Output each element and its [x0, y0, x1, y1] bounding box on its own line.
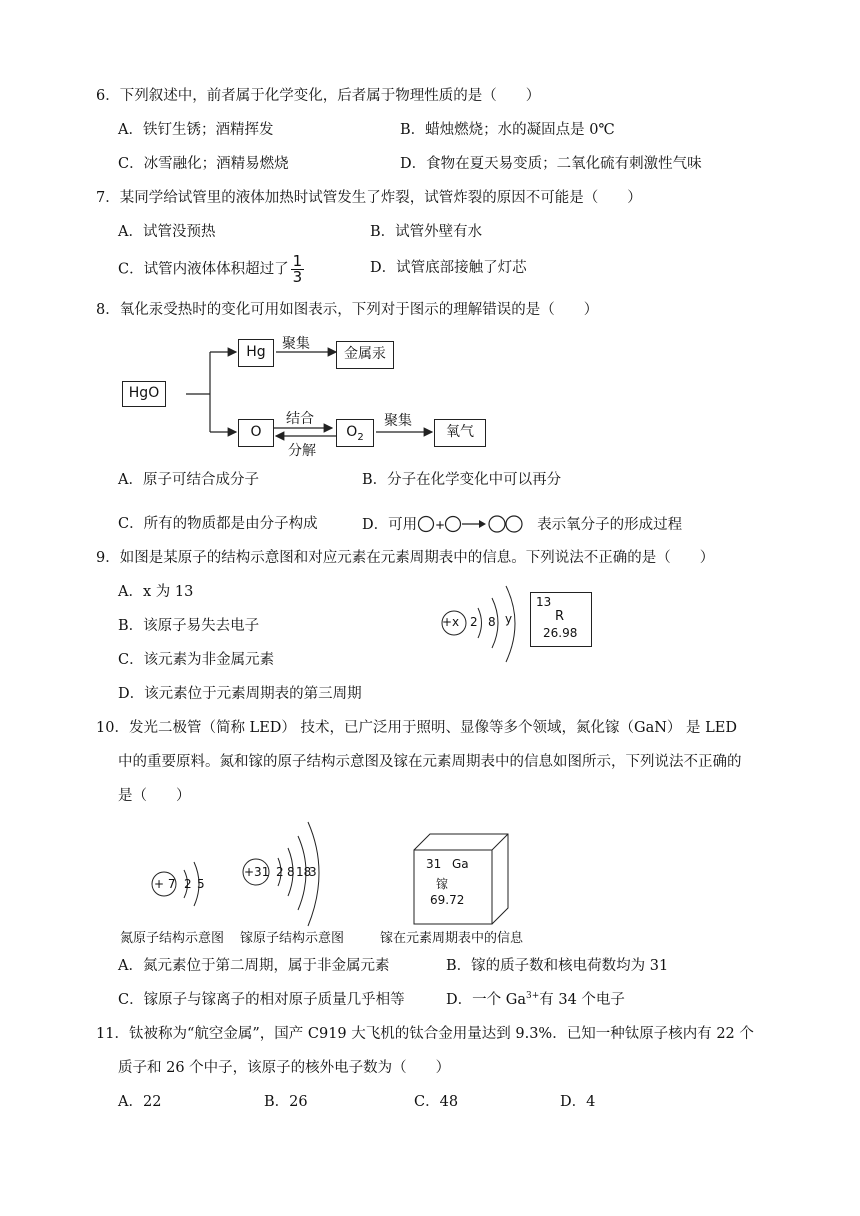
q11-line-1: 11．钛被称为“航空金属”，国产 C919 大飞机的钛合金用量达到 9.3%．已知一种钛原子核内有 22 个	[96, 1026, 754, 1042]
q7-option-a: A．试管没预热	[118, 224, 216, 240]
q8-option-b: B．分子在化学变化中可以再分	[362, 472, 562, 488]
ga-atomic-mass: 69.72	[430, 893, 465, 907]
ga-nucleus-label: +31	[244, 865, 270, 879]
q10-option-a: A．氮元素位于第二周期，属于非金属元素	[118, 958, 390, 974]
oxygen-box: 氧气	[434, 419, 486, 447]
ga-element-name: 镓	[436, 877, 449, 891]
q9-element-cell	[530, 592, 592, 647]
q10-line-3: 是（ ）	[118, 788, 191, 804]
q6-option-d: D．食物在夏天易变质；二氧化硫有刺激性气味	[400, 156, 702, 172]
ga-element-symbol: Ga	[452, 857, 469, 871]
q9-shell3-electrons: y	[505, 612, 513, 626]
q11-option-a: A．22	[118, 1094, 162, 1110]
hgo-box: HgO	[122, 381, 166, 407]
q10-option-b: B．镓的质子数和核电荷数均为 31	[446, 958, 669, 974]
q10-option-d-charge: 3+	[525, 991, 540, 1002]
q10-line-1: 10．发光二极管（简称 LED） 技术，已广泛用于照明、显像等多个领域，氮化镓（GaN） 是 LED	[96, 720, 737, 736]
gallium-element-cube	[412, 832, 512, 928]
q6-option-b: B．蜡烛燃烧；水的凝固点是 0℃	[400, 122, 615, 138]
q9-stem: 9．如图是某原子的结构示意图和对应元素在元素周期表中的信息。下列说法不正确的是（ ）	[96, 550, 715, 566]
hg-box: Hg	[238, 339, 274, 367]
gather-label-2: 聚集	[384, 413, 412, 429]
q9-option-b: B．该原子易失去电子	[118, 618, 260, 634]
q10-option-d-prefix: D．一个 Ga	[446, 992, 526, 1008]
fraction-numerator: 1	[292, 252, 303, 270]
q7-option-c	[118, 254, 304, 285]
q11-line-2: 质子和 26 个中子，该原子的核外电子数为（ ）	[118, 1060, 451, 1076]
gallium-table-caption: 镓在元素周期表中的信息	[380, 931, 524, 946]
q6-option-c: C．冰雪融化；酒精易燃烧	[118, 156, 289, 172]
combine-label: 结合	[286, 411, 314, 427]
q6-option-a: A．铁钉生锈；酒精挥发	[118, 122, 274, 138]
q7-stem: 7．某同学给试管里的液体加热时试管发生了炸裂，试管炸裂的原因不可能是（ ）	[96, 190, 642, 206]
q9-atomic-number: 13	[536, 595, 552, 609]
svg-text:+: +	[435, 518, 446, 532]
ga-atomic-number: 31	[426, 857, 442, 871]
q8-option-d	[362, 514, 682, 536]
n-shell2: 5	[197, 877, 205, 891]
oxygen-molecule-formation-icon	[417, 514, 537, 536]
ga-shell1: 2	[276, 865, 284, 879]
q9-option-d: D．该元素位于元素周期表的第三周期	[118, 686, 362, 702]
q11-option-d: D．4	[560, 1094, 596, 1110]
q7-option-c-text: C．试管内液体体积超过了	[118, 261, 289, 278]
q11-option-b: B．26	[264, 1094, 308, 1110]
q8-option-d-prefix: D．可用	[362, 517, 418, 533]
o-atom-box: O	[238, 419, 274, 447]
q8-stem: 8．氧化汞受热时的变化可用如图表示，下列对于图示的理解错误的是（ ）	[96, 302, 599, 318]
o2-box	[336, 419, 374, 447]
q9-shell1-electrons: 2	[470, 615, 478, 629]
q9-nucleus-label: +x	[442, 615, 460, 629]
ga-shell4: 3	[309, 865, 317, 879]
ga-shell2: 8	[287, 865, 295, 879]
metal-mercury-box: 金属汞	[336, 341, 394, 369]
q10-line-2: 中的重要原料。氮和镓的原子结构示意图及镓在元素周期表中的信息如图所示，下列说法不正确的	[118, 754, 742, 770]
n-shell1: 2	[184, 877, 192, 891]
q10-option-c: C．镓原子与镓离子的相对原子质量几乎相等	[118, 992, 405, 1008]
q10-option-d	[446, 990, 625, 1010]
q7-option-b: B．试管外壁有水	[370, 224, 483, 240]
ga-shell3: 18	[296, 865, 312, 879]
q9-shell2-electrons: 8	[488, 615, 496, 629]
q9-element-symbol: R	[555, 609, 565, 624]
q9-atomic-mass: 26.98	[543, 626, 578, 640]
gallium-caption: 镓原子结构示意图	[240, 931, 345, 946]
n-nucleus-label: + 7	[154, 877, 176, 891]
q11-option-c: C．48	[414, 1094, 459, 1110]
q8-option-c: C．所有的物质都是由分子构成	[118, 516, 318, 532]
q6-stem: 6．下列叙述中，前者属于化学变化，后者属于物理性质的是（ ）	[96, 88, 541, 104]
q10-option-d-suffix: 有 34 个电子	[539, 992, 625, 1008]
q9-option-a: A．x 为 13	[118, 584, 194, 600]
decompose-label: 分解	[288, 443, 316, 459]
q7-option-d: D．试管底部接触了灯芯	[370, 260, 527, 276]
q8-option-d-suffix: 表示氧分子的形成过程	[537, 517, 683, 533]
fraction-one-third	[291, 254, 305, 285]
gather-label-1: 聚集	[282, 336, 310, 352]
q8-option-a: A．原子可结合成分子	[118, 472, 259, 488]
q9-option-c: C．该元素为非金属元素	[118, 652, 275, 668]
fraction-denominator: 3	[292, 268, 303, 286]
nitrogen-caption: 氮原子结构示意图	[120, 931, 225, 946]
o2-subscript: 2	[357, 431, 364, 443]
o2-symbol: O	[346, 424, 358, 440]
